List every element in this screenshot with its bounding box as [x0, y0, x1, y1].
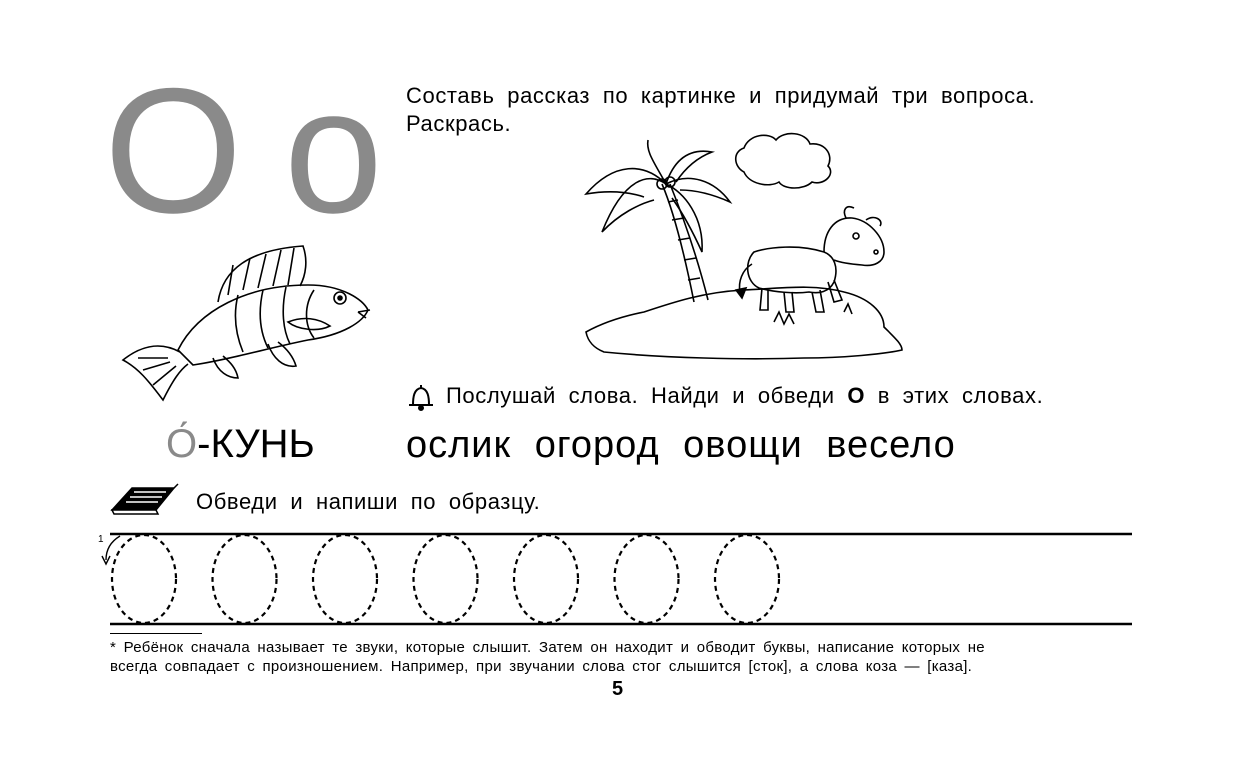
tracing-oval[interactable]: [615, 535, 679, 623]
footnote-line2: всегда совпадает с произношением. Например, при звучании слова стог слышится [сток], а слова коза — [каза].: [110, 658, 973, 675]
task2-highlight-letter: О: [847, 383, 866, 408]
perch-fish-illustration: [118, 240, 374, 410]
tracing-area[interactable]: [96, 528, 1136, 632]
fish-word: [166, 420, 315, 468]
task2-prefix: Послушай слова. Найди и обведи: [446, 383, 835, 408]
tracing-direction-arrow: [106, 536, 120, 560]
footnote-line1: * Ребёнок сначала называет те звуки, которые слышит. Затем он находит и обводит буквы, написание которых не: [110, 639, 985, 656]
tracing-oval[interactable]: [715, 535, 779, 623]
footnote-rule: [110, 633, 202, 634]
island-illustration: [584, 122, 904, 362]
tracing-oval[interactable]: [213, 535, 277, 623]
tracing-oval[interactable]: [414, 535, 478, 623]
bell-icon: [406, 383, 436, 411]
task1-line1: Составь рассказ по картинке и придумай три вопроса.: [406, 83, 1036, 108]
big-letters: О о: [104, 51, 379, 250]
fish-word-rest: -КУНЬ: [197, 422, 315, 466]
task3-text: Обведи и напиши по образцу.: [196, 489, 541, 514]
tracing-oval[interactable]: [112, 535, 176, 623]
words-line: ослик огород овощи весело: [406, 424, 956, 466]
fish-word-accent-letter: О́: [166, 422, 198, 466]
task2-text: [446, 382, 1043, 410]
page-number: 5: [612, 678, 624, 700]
task2-suffix: в этих словах.: [877, 383, 1044, 408]
tracing-start-number: 1: [98, 534, 104, 545]
task1-line2: Раскрась.: [406, 111, 512, 136]
footnote: [110, 638, 1120, 676]
book-icon: [108, 480, 180, 516]
tracing-oval[interactable]: [313, 535, 377, 623]
tracing-oval[interactable]: [514, 535, 578, 623]
